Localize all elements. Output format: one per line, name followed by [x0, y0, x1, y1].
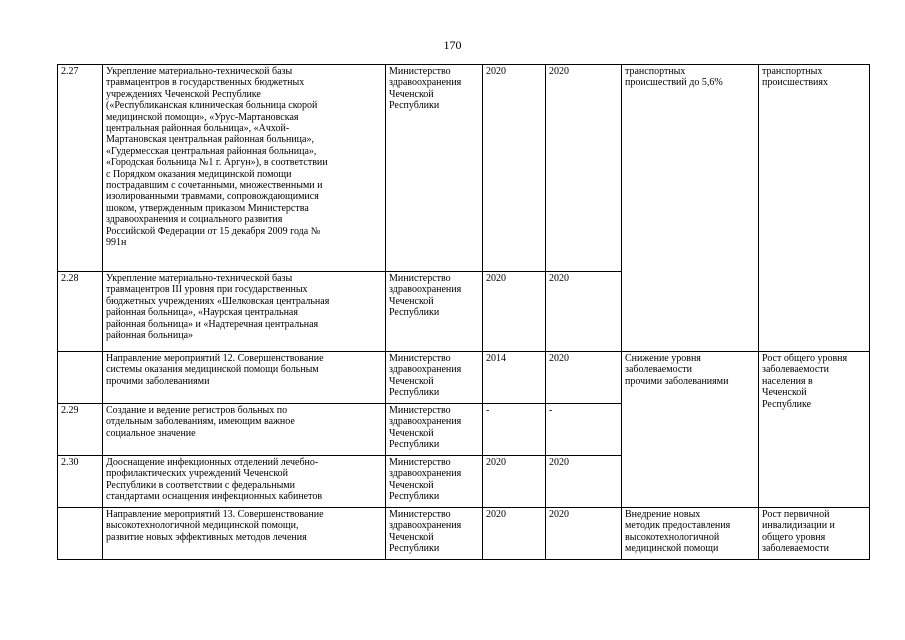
row-number-cell	[58, 404, 103, 456]
measure-text: Направление мероприятий 12. Совершенствование системы оказания медицинской помощи больным прочими заболеваниями	[106, 353, 324, 387]
indicator-text: транспортных происшествиях	[762, 66, 829, 89]
executor-text: Министерство здравоохранения Чеченской Республики	[389, 405, 462, 451]
executor-cell	[386, 508, 483, 560]
start-year-cell	[483, 352, 546, 404]
row-number-cell	[58, 352, 103, 404]
executor-cell	[386, 272, 483, 352]
end-year-cell	[546, 456, 622, 508]
result-text: Снижение уровня заболеваемости прочими заболеваниями	[625, 353, 729, 387]
start-year-cell	[483, 65, 546, 272]
start-year: 2020	[486, 457, 506, 468]
row-number: 2.27	[61, 66, 79, 77]
measure-text: Направление мероприятий 13. Совершенствование высокотехнологичной медицинской помощи, развитие новых эффективных методов лечения	[106, 509, 324, 543]
start-year: 2020	[486, 66, 506, 77]
start-year-cell	[483, 456, 546, 508]
measure-cell	[103, 508, 386, 560]
table-row	[58, 65, 870, 272]
row-number: 2.30	[61, 457, 79, 468]
end-year-cell	[546, 508, 622, 560]
end-year: 2020	[549, 353, 569, 364]
executor-cell	[386, 352, 483, 404]
row-number: 2.28	[61, 273, 79, 284]
measure-cell	[103, 404, 386, 456]
executor-text: Министерство здравоохранения Чеченской Республики	[389, 457, 462, 503]
indicator-text: Рост первичной инвалидизации и общего уровня заболеваемости	[762, 509, 835, 555]
result-cell	[622, 508, 759, 560]
end-year: 2020	[549, 273, 569, 284]
end-year: 2020	[549, 457, 569, 468]
indicator-cell	[759, 508, 870, 560]
end-year-cell	[546, 352, 622, 404]
executor-cell	[386, 456, 483, 508]
start-year-cell	[483, 404, 546, 456]
executor-cell	[386, 404, 483, 456]
end-year: 2020	[549, 509, 569, 520]
start-year-cell	[483, 508, 546, 560]
measure-text: Дооснащение инфекционных отделений лечебно- профилактических учреждений Чеченской Республики в соответствии с федеральными стандартами оснащения инфекционных кабинетов	[106, 457, 323, 503]
row-number: 2.29	[61, 405, 79, 416]
measure-cell	[103, 456, 386, 508]
executor-cell	[386, 65, 483, 272]
start-year: -	[486, 405, 490, 416]
measure-cell	[103, 352, 386, 404]
end-year-cell	[546, 404, 622, 456]
row-number-cell	[58, 508, 103, 560]
measure-text: Укрепление материально-технической базы травмацентров в государственных бюджетных учреждениях Чеченской Республике («Республиканская клиническая больница скорой медицинской помощи», «Урус-Мартановская центральная районная больница», «Ачхой- Мартановская центральная районная больница», «Гудермесская центральная районная больница», «Городская больница №1 г. Аргун»), в соответствии с Порядком оказания медицинской помощи пострадавшим с сочетанными, множественными и изолированными травмами, сопровождающимися шоком, утвержденным приказом Министерства здравоохранения и социального развития Российской Федерации от 15 декабря 2009 года № 991н	[106, 66, 328, 249]
end-year: -	[549, 405, 553, 416]
indicator-cell	[759, 352, 870, 508]
executor-text: Министерство здравоохранения Чеченской Республики	[389, 273, 462, 319]
start-year: 2020	[486, 509, 506, 520]
measure-cell	[103, 65, 386, 272]
start-year: 2014	[486, 353, 506, 364]
table-row	[58, 508, 870, 560]
executor-text: Министерство здравоохранения Чеченской Республики	[389, 353, 462, 399]
end-year: 2020	[549, 66, 569, 77]
row-number-cell	[58, 456, 103, 508]
row-number-cell	[58, 272, 103, 352]
result-text: Внедрение новых методик предоставления высокотехнологичной медицинской помощи	[625, 509, 731, 555]
start-year-cell	[483, 272, 546, 352]
page-number: 170	[443, 38, 462, 52]
executor-text: Министерство здравоохранения Чеченской Республики	[389, 66, 462, 112]
result-text: транспортных происшествий до 5,6%	[625, 66, 723, 89]
end-year-cell	[546, 272, 622, 352]
table-row	[58, 352, 870, 404]
end-year-cell	[546, 65, 622, 272]
executor-text: Министерство здравоохранения Чеченской Республики	[389, 509, 462, 555]
measure-text: Укрепление материально-технической базы травмацентров III уровня при государственных бюджетных учреждениях «Шелковская центральная районная больница», «Наурская центральная районная больница» и «Надтеречная центральная районная больница»	[106, 273, 330, 342]
indicator-text: Рост общего уровня заболеваемости населения в Чеченской Республике	[762, 353, 848, 410]
result-cell	[622, 65, 759, 352]
start-year: 2020	[486, 273, 506, 284]
measure-cell	[103, 272, 386, 352]
indicator-cell	[759, 65, 870, 352]
program-table	[57, 64, 870, 560]
row-number-cell	[58, 65, 103, 272]
measure-text: Создание и ведение регистров больных по отдельным заболеваниям, имеющим важное социальное значение	[106, 405, 295, 439]
result-cell	[622, 352, 759, 508]
